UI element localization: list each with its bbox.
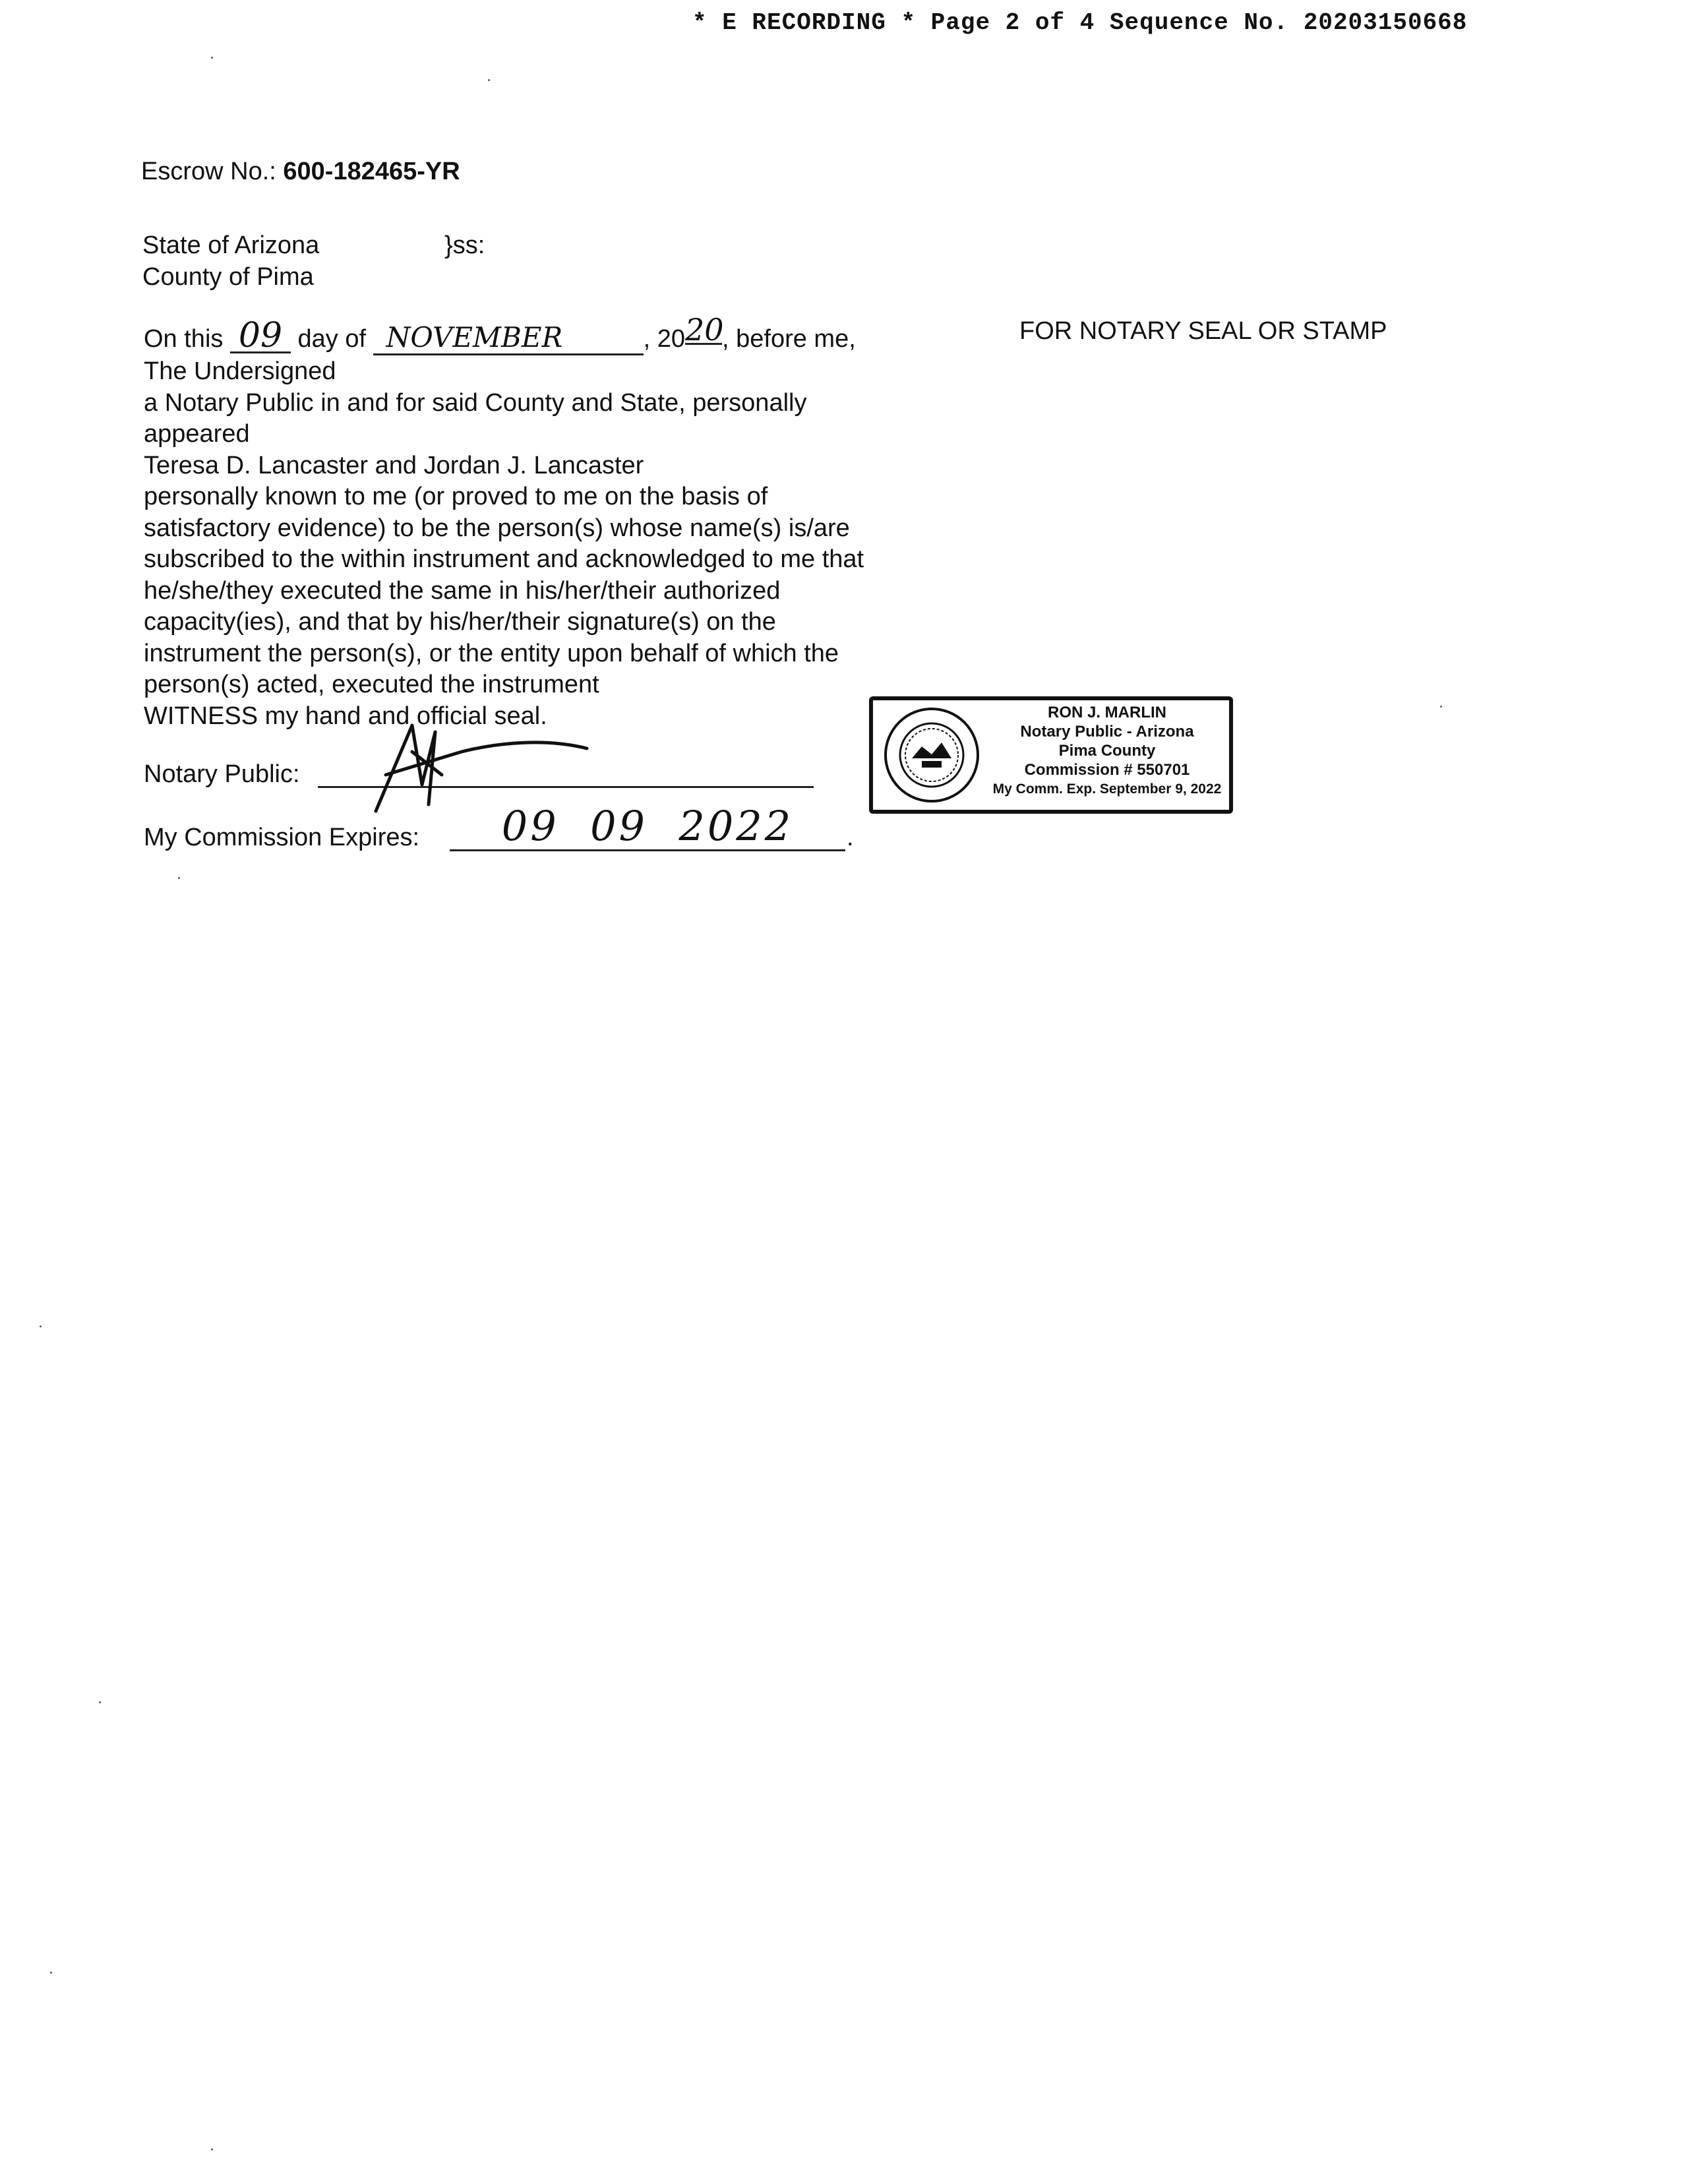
scan-speck — [50, 1972, 52, 1974]
scan-speck — [211, 57, 213, 59]
expires-period: . — [847, 824, 854, 851]
ack-line: person(s) acted, executed the instrument — [144, 671, 599, 698]
ack-line: The Undersigned — [144, 357, 336, 385]
scan-speck — [99, 1701, 101, 1703]
scan-speck — [488, 79, 490, 81]
scan-speck — [178, 877, 180, 879]
ack-line: appeared — [144, 420, 250, 448]
day-of-label: day of — [297, 325, 367, 353]
stamp-title: Notary Public - Arizona — [1020, 723, 1194, 741]
year-prefix: , 20 — [643, 325, 685, 353]
before-me-label: , before me, — [722, 325, 856, 353]
escrow-number: 600-182465-YR — [283, 158, 460, 185]
acknowledgment-body — [144, 356, 864, 732]
ack-line: Teresa D. Lancaster and Jordan J. Lancaster — [144, 451, 644, 479]
ack-line: personally known to me (or proved to me on the basis of — [144, 483, 768, 510]
commission-expires-value: 09 09 2022 — [450, 803, 845, 851]
commission-expires-label: My Commission Expires: — [144, 824, 420, 851]
seal-area-label: FOR NOTARY SEAL OR STAMP — [1019, 317, 1387, 345]
ack-line: satisfactory evidence) to be the person(s) whose name(s) is/are — [144, 514, 850, 542]
scan-speck — [1440, 706, 1442, 708]
day-value: 09 — [230, 320, 291, 353]
month-value: NOVEMBER — [373, 322, 644, 355]
recording-header: * E RECORDING * Page 2 of 4 Sequence No. 20203150668 — [692, 9, 1468, 36]
scan-speck — [211, 2148, 213, 2150]
on-this-label: On this — [144, 325, 224, 353]
ack-line: a Notary Public in and for said County and State, personally — [144, 388, 807, 417]
notary-public-label: Notary Public: — [144, 760, 300, 788]
escrow-line — [141, 156, 460, 187]
year-value: 20 — [685, 312, 724, 348]
ack-line: subscribed to the within instrument and acknowledged to me that — [144, 545, 864, 573]
venue-county: County of Pima — [142, 263, 314, 291]
scan-speck — [40, 1325, 42, 1327]
venue-ss: }ss: — [444, 231, 485, 259]
venue-state: State of Arizona — [142, 231, 320, 259]
stamp-expiry: My Comm. Exp. September 9, 2022 — [992, 781, 1222, 797]
ack-line: WITNESS my hand and official seal. — [144, 702, 547, 730]
ack-line: capacity(ies), and that by his/her/their signature(s) on the — [144, 608, 776, 636]
state-seal-icon — [882, 706, 981, 804]
stamp-name: RON J. MARLIN — [1048, 704, 1166, 721]
stamp-county: Pima County — [1058, 742, 1156, 760]
notary-stamp — [869, 696, 1233, 814]
escrow-label: Escrow No.: — [141, 158, 276, 185]
acknowledgment-date-line — [144, 312, 856, 355]
ack-line: he/she/they executed the same in his/her/their authorized — [144, 576, 781, 605]
ack-line: instrument the person(s), or the entity upon behalf of which the — [144, 639, 839, 667]
stamp-commission: Commission # 550701 — [1024, 761, 1190, 779]
